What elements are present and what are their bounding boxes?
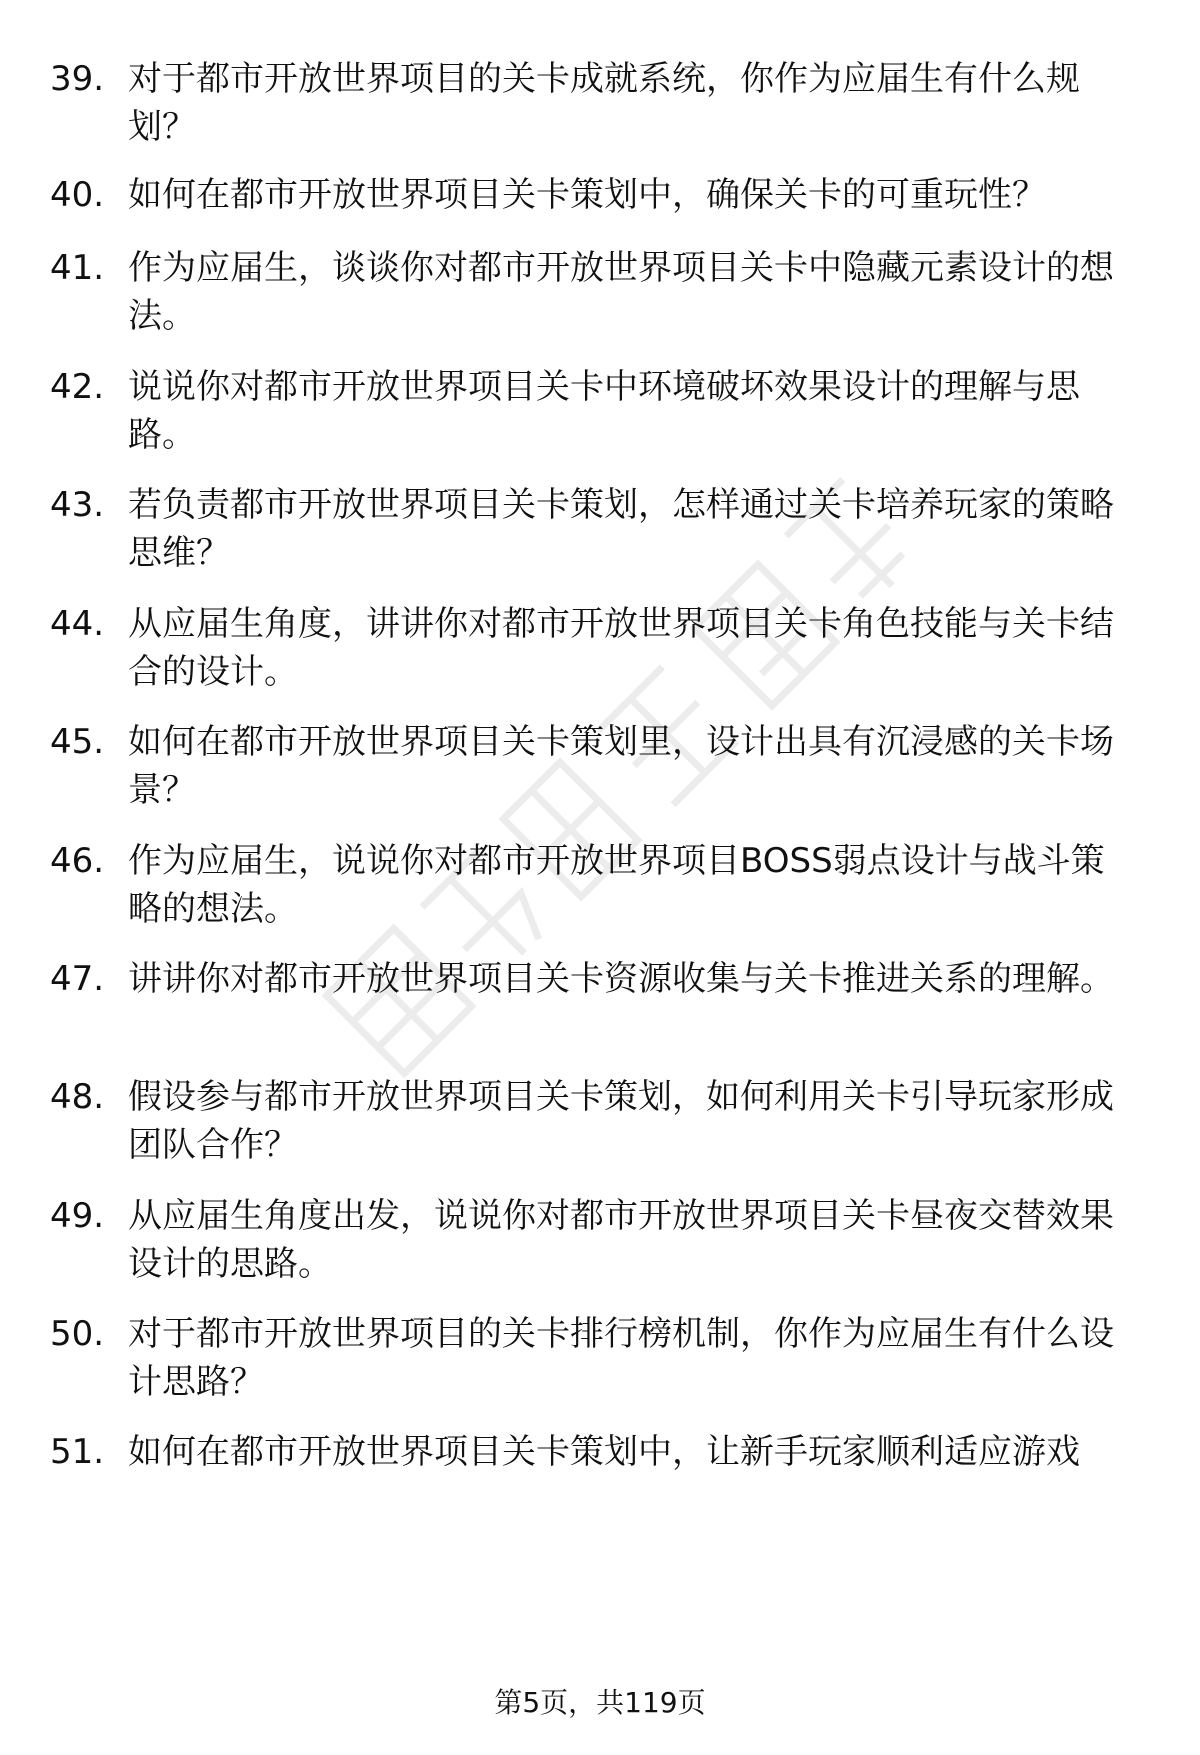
- page-footer: 第5页，共119页: [494, 1686, 706, 1719]
- question-number: 43.: [50, 485, 105, 525]
- question-number: 39.: [50, 59, 105, 99]
- question-number: 42.: [50, 367, 105, 407]
- question-text: 作为应届生，谈谈你对都市开放世界项目关卡中隐藏元素设计的想法。: [128, 248, 1114, 336]
- question-text: 讲讲你对都市开放世界项目关卡资源收集与关卡推进关系的理解。: [128, 959, 1114, 999]
- question-text: 从应届生角度出发，说说你对都市开放世界项目关卡昼夜交替效果设计的思路。: [128, 1196, 1114, 1284]
- question-text: 说说你对都市开放世界项目关卡中环境破坏效果设计的理解与思路。: [128, 367, 1080, 455]
- question-number: 50.: [50, 1314, 105, 1354]
- question-number: 48.: [50, 1077, 105, 1117]
- question-text: 如何在都市开放世界项目关卡策划里，设计出具有沉浸感的关卡场景？: [128, 722, 1114, 810]
- question-text: 若负责都市开放世界项目关卡策划，怎样通过关卡培养玩家的策略思维？: [128, 485, 1114, 573]
- question-number: 44.: [50, 604, 105, 644]
- question-text: 如何在都市开放世界项目关卡策划中，让新手玩家顺利适应游戏: [128, 1432, 1080, 1472]
- question-number: 51.: [50, 1432, 105, 1472]
- question-number: 45.: [50, 722, 105, 762]
- question-number: 47.: [50, 959, 105, 999]
- question-text: 从应届生角度，讲讲你对都市开放世界项目关卡角色技能与关卡结合的设计。: [128, 604, 1114, 692]
- question-number: 40.: [50, 175, 105, 215]
- question-text: 对于都市开放世界项目的关卡成就系统，你作为应届生有什么规划？: [128, 59, 1080, 147]
- question-text: 如何在都市开放世界项目关卡策划中，确保关卡的可重玩性？: [128, 175, 1046, 215]
- question-number: 49.: [50, 1196, 105, 1236]
- question-text: 作为应届生，说说你对都市开放世界项目BOSS弱点设计与战斗策略的想法。: [128, 841, 1105, 929]
- question-text: 假设参与都市开放世界项目关卡策划，如何利用关卡引导玩家形成团队合作？: [128, 1077, 1114, 1165]
- question-number: 41.: [50, 248, 105, 288]
- question-text: 对于都市开放世界项目的关卡排行榜机制，你作为应届生有什么设计思路？: [128, 1314, 1114, 1402]
- question-number: 46.: [50, 841, 105, 881]
